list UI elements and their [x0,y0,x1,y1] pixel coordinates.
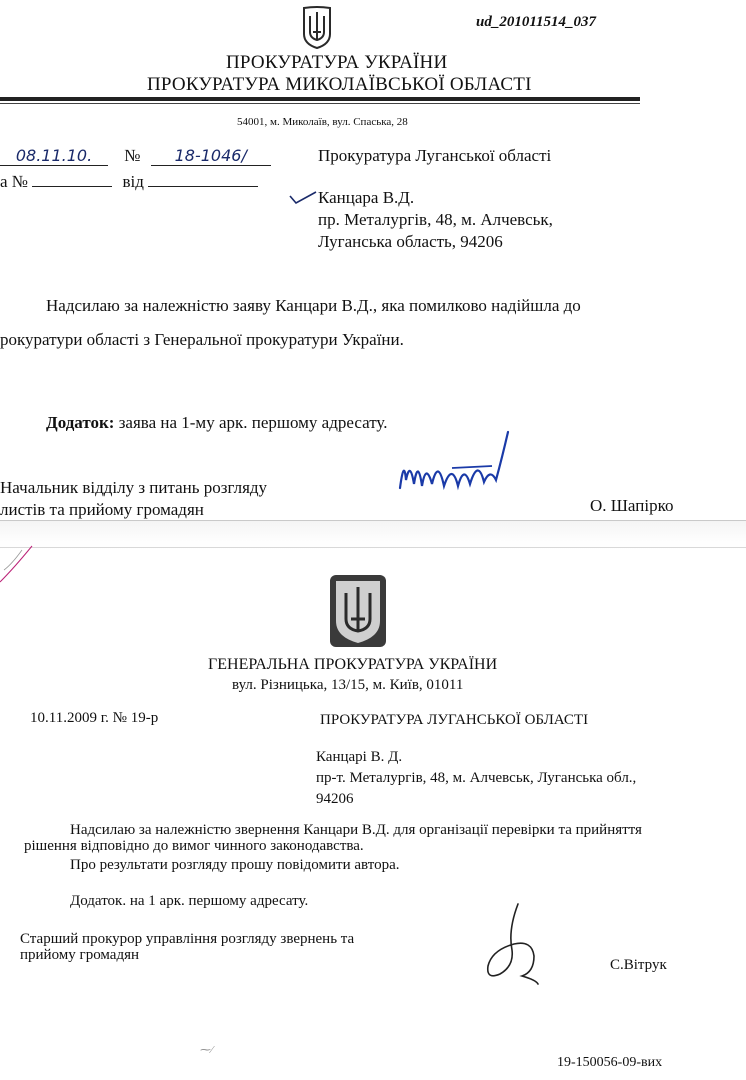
trident-emblem-icon [330,575,386,647]
org2-signer-title-1: Старший прокурор управління розгляду звернень та [20,931,355,947]
org2-recipient-org: ПРОКУРАТУРА ЛУГАНСЬКОЇ ОБЛАСТІ [320,712,589,728]
header-rule-thick [0,97,640,101]
org2-body-line-3: Про результати розгляду прошу повідомити автора. [70,857,400,873]
signer-name: О. Шапірко [590,496,674,515]
org2-recipient-name: Канцарі В. Д. [316,749,403,765]
org2-recipient-address-1: пр-т. Металургів, 48, м. Алчевськ, Луганська обл., [316,770,637,786]
org2-signer-title-2: прийому громадян [20,947,140,963]
org2-line-1: ГЕНЕРАЛЬНА ПРОКУРАТУРА УКРАЇНИ [208,656,498,673]
document-id: ud_201011514_037 [476,14,597,30]
body-line-1: Надсилаю за належністю заяву Канцари В.Д., яка помилково надійшла до [46,296,581,315]
recipient-name: Канцара В.Д. [318,188,415,207]
paper-edge-line [0,547,746,548]
body-line-2: рокуратури області з Генеральної прокуратури України. [0,330,404,349]
attachment-label: Додаток: [46,413,115,432]
signature-vitruk [478,900,548,986]
ref-number-blank [32,186,112,187]
reference-line [0,172,258,192]
signer-title-2: листів та прийому громадян [0,500,204,519]
org2-body-line-2: рішення відповідно до вимог чинного законодавства. [24,838,364,854]
date-number-line [0,146,271,166]
attachment-line [46,413,387,433]
ref-prefix: а № [0,172,29,191]
org-line-2: ПРОКУРАТУРА МИКОЛАЇВСЬКОЇ ОБЛАСТІ [147,74,532,95]
trident-emblem-icon [300,4,334,50]
number-label: № [124,146,141,165]
checkmark-icon [288,190,318,206]
signature-shapirko [392,428,522,500]
ref-date-blank [148,186,258,187]
recipient-address-1: пр. Металургів, 48, м. Алчевськ, [318,210,553,229]
ref-from: від [122,172,144,191]
org2-body-line-1: Надсилаю за належністю звернення Канцари В.Д. для організації перевірки та прийняття [70,822,642,838]
date-handwritten: 08.11.10. [0,146,108,166]
org2-attachment: Додаток. на 1 арк. першому адресату. [70,893,309,909]
org-address: 54001, м. Миколаїв, вул. Спаська, 28 [237,116,408,128]
org-line-1: ПРОКУРАТУРА УКРАЇНИ [226,52,448,73]
org2-date-number: 10.11.2009 г. № 19-р [30,710,159,726]
signer-title-1: Начальник відділу з питань розгляду [0,478,268,497]
paper-scratch [0,540,40,590]
outgoing-number: 19-150056-09-вих [557,1055,663,1070]
recipient-address-2: Луганська область, 94206 [318,232,503,251]
org2-signer-name: С.Вітрук [610,957,667,973]
org2-recipient-address-2: 94206 [316,791,354,807]
header-rule-thin [0,103,640,104]
org2-address: вул. Різницька, 13/15, м. Київ, 01011 [232,677,464,693]
number-handwritten: 18-1046/ [151,146,271,166]
attachment-text: заява на 1-му арк. першому адресату. [114,413,388,432]
scan-mark: ⁓⁄ [200,1044,213,1056]
recipient-org: Прокуратура Луганської області [318,146,552,165]
